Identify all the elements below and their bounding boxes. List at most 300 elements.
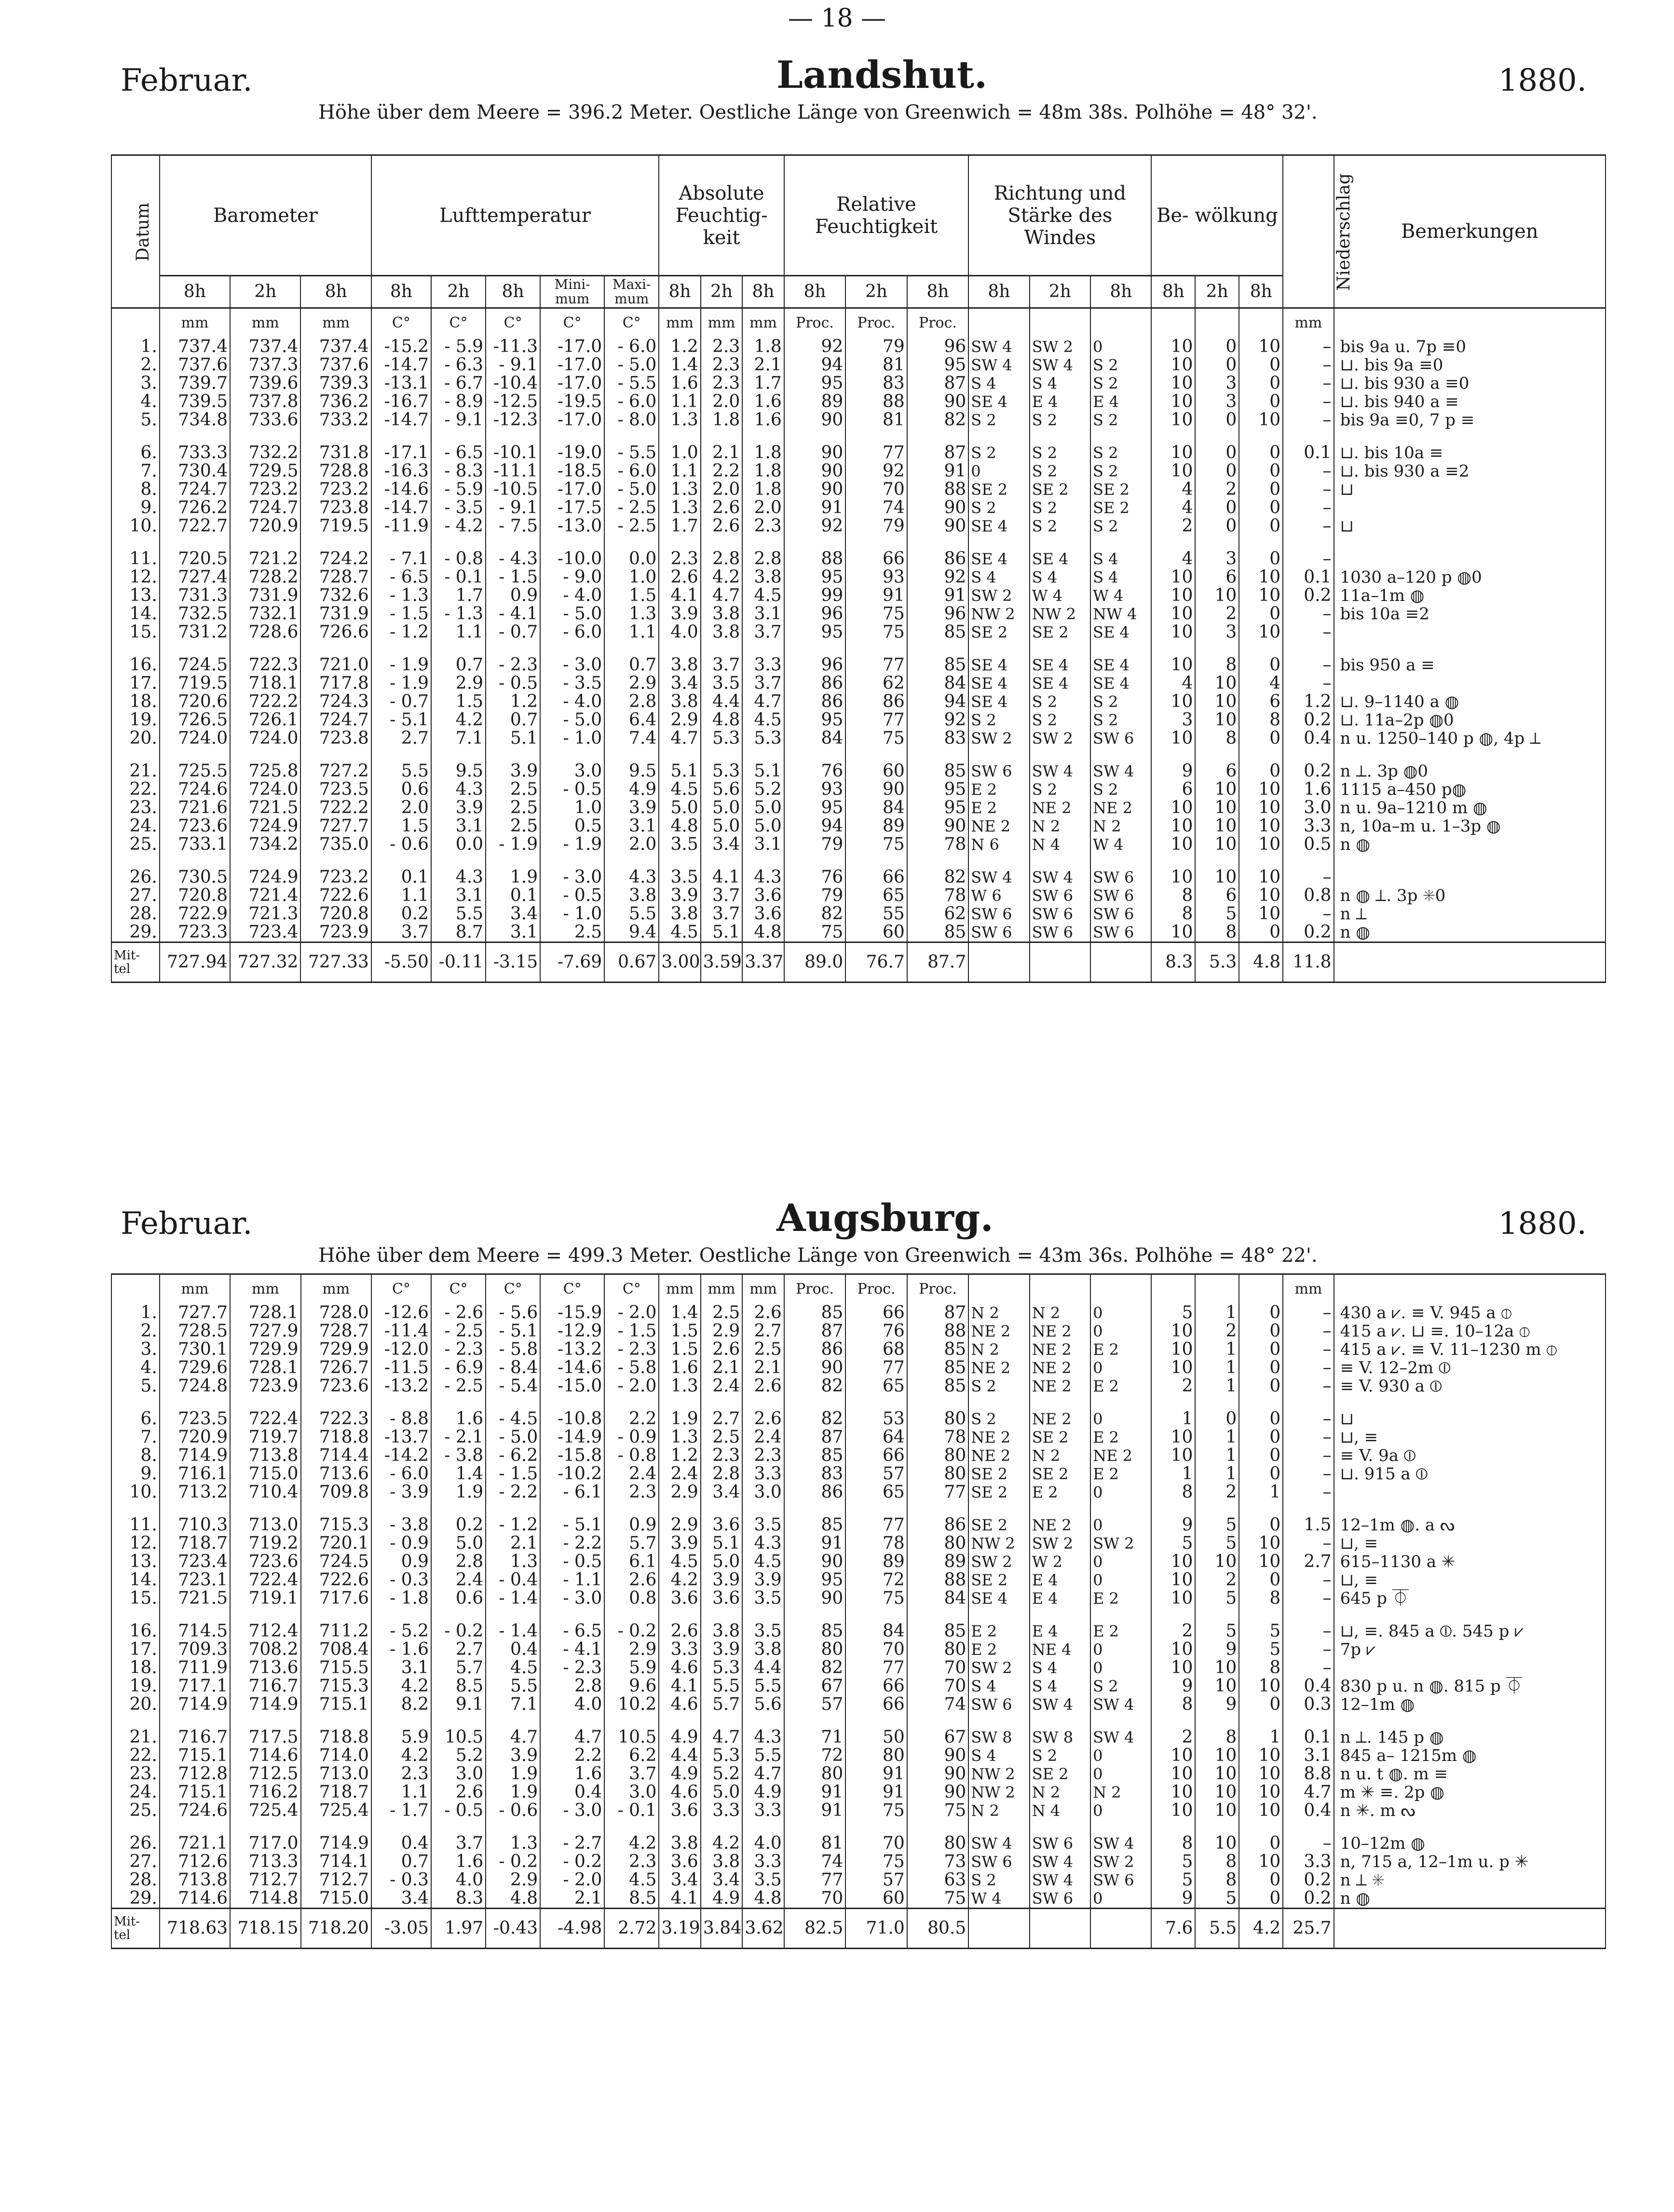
- data-cell: 3.1: [604, 817, 659, 835]
- data-cell: 0.9: [604, 1516, 659, 1534]
- gap-cell: [907, 1608, 969, 1622]
- table-row: [111, 799, 1606, 817]
- data-cell: 723.6: [230, 1553, 300, 1571]
- gap-cell: [1239, 642, 1283, 656]
- table-row: [111, 1765, 1606, 1783]
- gap-cell: [1239, 1502, 1283, 1516]
- data-cell: 2: [1151, 1377, 1195, 1395]
- data-cell: 0: [1239, 729, 1283, 748]
- unit-label: [1151, 308, 1195, 338]
- data-cell: 8.5: [604, 1889, 659, 1909]
- data-cell: –: [1283, 1340, 1334, 1359]
- data-cell: 2.6: [742, 1377, 784, 1395]
- data-cell: SW 6: [968, 1853, 1029, 1871]
- gap-cell: [1334, 1820, 1606, 1834]
- data-cell: - 0.5: [486, 674, 540, 693]
- data-cell: - 4.0: [540, 693, 604, 711]
- data-cell: - 0.5: [540, 887, 604, 905]
- data-cell: 1.8: [742, 480, 784, 499]
- data-cell: 95: [907, 356, 969, 374]
- data-cell: 721.6: [160, 799, 230, 817]
- data-cell: 715.0: [301, 1889, 371, 1909]
- data-cell: 19.: [111, 711, 160, 729]
- data-cell: 415 a ⩗. ⊔ ≡. 10–12a ⦶: [1334, 1322, 1606, 1340]
- unit-label: [1090, 308, 1151, 338]
- unit-label: C°: [604, 1274, 659, 1304]
- data-cell: 712.5: [230, 1765, 300, 1783]
- mittel-value: 4.2: [1239, 1909, 1283, 1949]
- gap-cell: [742, 1820, 784, 1834]
- data-cell: 5.1: [701, 923, 742, 942]
- data-cell: 85: [907, 656, 969, 674]
- data-cell: 85: [907, 1359, 969, 1377]
- gap-cell: [845, 642, 907, 656]
- data-cell: 2.3: [742, 1447, 784, 1465]
- data-cell: 724.9: [230, 868, 300, 887]
- data-cell: 5.7: [701, 1695, 742, 1714]
- data-cell: 91: [845, 587, 907, 605]
- landshut-year: 1880.: [1498, 63, 1587, 98]
- data-cell: -17.0: [540, 411, 604, 429]
- table-row: [111, 338, 1606, 356]
- data-cell: 0.2: [1283, 923, 1334, 942]
- data-cell: SW 4: [1030, 1695, 1090, 1714]
- data-cell: - 9.1: [431, 411, 486, 429]
- data-cell: n ◍: [1334, 1889, 1606, 1909]
- data-cell: - 3.8: [431, 1447, 486, 1465]
- data-cell: -14.2: [371, 1447, 431, 1465]
- data-cell: N 2: [1090, 1783, 1151, 1802]
- data-cell: 70: [845, 1834, 907, 1853]
- unit-label: [1151, 1274, 1195, 1304]
- data-cell: 14.: [111, 1571, 160, 1589]
- data-cell: 10: [1239, 868, 1283, 887]
- gap-cell: [230, 1502, 300, 1516]
- data-cell: E 4: [1030, 1589, 1090, 1608]
- data-cell: 2.9: [431, 674, 486, 693]
- gap-cell: [301, 1820, 371, 1834]
- data-cell: 5.5: [742, 1677, 784, 1695]
- gap-cell: [160, 1502, 230, 1516]
- data-cell: 80: [784, 1765, 846, 1783]
- data-cell: SE 2: [968, 1516, 1029, 1534]
- data-cell: 78: [907, 887, 969, 905]
- data-cell: 4.8: [742, 923, 784, 942]
- data-cell: - 5.6: [486, 1304, 540, 1322]
- data-cell: E 4: [1030, 393, 1090, 411]
- data-cell: 5: [1239, 1640, 1283, 1659]
- unit-label: C°: [431, 308, 486, 338]
- data-cell: 10.2: [604, 1695, 659, 1714]
- data-cell: 8: [1239, 1659, 1283, 1677]
- gap-cell: [1334, 535, 1606, 550]
- data-cell: NE 2: [968, 1322, 1029, 1340]
- gap-cell: [1239, 748, 1283, 762]
- data-cell: S 4: [968, 1677, 1029, 1695]
- data-cell: –: [1283, 605, 1334, 623]
- gap-cell: [968, 1714, 1029, 1728]
- data-cell: 2.0: [701, 480, 742, 499]
- data-cell: 10: [1239, 1802, 1283, 1820]
- data-cell: W 4: [1090, 587, 1151, 605]
- table-row: [111, 693, 1606, 711]
- data-cell: 79: [784, 835, 846, 854]
- data-cell: 10: [1239, 338, 1283, 356]
- data-cell: 67: [907, 1728, 969, 1747]
- data-cell: 4.3: [604, 868, 659, 887]
- data-cell: 91: [907, 462, 969, 480]
- data-cell: 732.5: [160, 605, 230, 623]
- data-cell: 8: [1195, 1871, 1239, 1889]
- data-cell: -17.0: [540, 356, 604, 374]
- data-cell: 5.3: [701, 1659, 742, 1677]
- mittel-value: [1334, 942, 1606, 983]
- data-cell: 84: [845, 1622, 907, 1640]
- data-cell: 714.0: [301, 1747, 371, 1765]
- data-cell: 1.5: [659, 1322, 700, 1340]
- data-cell: 10: [1195, 1659, 1239, 1677]
- gap-cell: [1239, 1395, 1283, 1410]
- data-cell: 0: [1239, 550, 1283, 568]
- data-cell: SW 2: [968, 1553, 1029, 1571]
- gap-cell: [1334, 1395, 1606, 1410]
- data-cell: NW 2: [968, 1534, 1029, 1553]
- data-cell: 2.1: [742, 1359, 784, 1377]
- gap-cell: [111, 748, 160, 762]
- data-cell: 717.6: [301, 1589, 371, 1608]
- gap-cell: [604, 1608, 659, 1622]
- data-cell: 0.6: [431, 1589, 486, 1608]
- data-cell: N 2: [968, 1802, 1029, 1820]
- data-cell: 26.: [111, 868, 160, 887]
- data-cell: 10: [1151, 623, 1195, 642]
- data-cell: 845 a– 1215m ◍: [1334, 1747, 1606, 1765]
- data-cell: 0: [968, 462, 1029, 480]
- data-cell: 90: [907, 517, 969, 535]
- data-cell: –: [1283, 905, 1334, 923]
- data-cell: 0.5: [1283, 835, 1334, 854]
- data-cell: 729.9: [301, 1340, 371, 1359]
- data-cell: 1.2: [486, 693, 540, 711]
- table-row: [111, 462, 1606, 480]
- data-cell: 63: [907, 1871, 969, 1889]
- gap-cell: [604, 642, 659, 656]
- data-cell: 3.6: [659, 1853, 700, 1871]
- data-cell: SW 4: [1090, 1834, 1151, 1853]
- gap-cell: [701, 1820, 742, 1834]
- data-cell: m ✳ ≡. 2p ◍: [1334, 1783, 1606, 1802]
- data-cell: -19.5: [540, 393, 604, 411]
- data-cell: 65: [845, 1377, 907, 1395]
- data-cell: - 8.4: [486, 1359, 540, 1377]
- augsburg-table: [111, 1273, 1606, 1949]
- data-cell: - 1.0: [540, 729, 604, 748]
- data-cell: -14.6: [371, 480, 431, 499]
- data-cell: 645 p ⏁: [1334, 1589, 1606, 1608]
- unit-label: Proc.: [907, 1274, 969, 1304]
- data-cell: SW 4: [968, 338, 1029, 356]
- data-cell: 2.0: [371, 799, 431, 817]
- data-cell: 734.8: [160, 411, 230, 429]
- data-cell: - 4.1: [486, 605, 540, 623]
- data-cell: NE 2: [968, 817, 1029, 835]
- data-cell: 1.0: [604, 568, 659, 587]
- data-cell: - 2.3: [431, 1340, 486, 1359]
- data-cell: 12.: [111, 568, 160, 587]
- data-cell: 718.7: [160, 1534, 230, 1553]
- mittel-value: -3.05: [371, 1909, 431, 1949]
- data-cell: 10: [1195, 799, 1239, 817]
- data-cell: - 7.5: [486, 517, 540, 535]
- data-cell: 1: [1195, 1359, 1239, 1377]
- gap-cell: [486, 429, 540, 444]
- data-cell: 722.6: [301, 1571, 371, 1589]
- data-cell: 0: [1090, 1304, 1151, 1322]
- data-cell: 90: [784, 462, 846, 480]
- data-cell: 80: [907, 1534, 969, 1553]
- data-cell: 721.3: [230, 905, 300, 923]
- data-cell: 2.2: [701, 462, 742, 480]
- data-cell: 739.7: [160, 374, 230, 393]
- data-cell: - 5.5: [604, 374, 659, 393]
- data-cell: - 5.0: [604, 480, 659, 499]
- gap-cell: [431, 1395, 486, 1410]
- data-cell: 719.1: [230, 1589, 300, 1608]
- data-cell: 4.5: [604, 1871, 659, 1889]
- gap-cell: [1090, 854, 1151, 868]
- gap-cell: [111, 535, 160, 550]
- gap-cell: [604, 429, 659, 444]
- data-cell: NE 4: [1030, 1640, 1090, 1659]
- data-cell: 724.0: [160, 729, 230, 748]
- data-cell: 8: [1151, 1483, 1195, 1502]
- data-cell: - 1.5: [486, 568, 540, 587]
- data-cell: -13.2: [540, 1340, 604, 1359]
- mittel-value: 3.37: [742, 942, 784, 983]
- data-cell: 23.: [111, 799, 160, 817]
- data-cell: 723.6: [160, 817, 230, 835]
- data-cell: 715.3: [301, 1677, 371, 1695]
- data-cell: 1.6: [742, 393, 784, 411]
- data-cell: 4.7: [1283, 1783, 1334, 1802]
- data-cell: 92: [907, 711, 969, 729]
- data-cell: –: [1283, 1304, 1334, 1322]
- data-cell: 714.8: [230, 1889, 300, 1909]
- data-cell: 718.8: [301, 1728, 371, 1747]
- gap-cell: [845, 1820, 907, 1834]
- data-cell: 3.6: [659, 1802, 700, 1820]
- data-cell: S 4: [968, 374, 1029, 393]
- data-cell: 1030 a–120 p ◍0: [1334, 568, 1606, 587]
- data-cell: 1.3: [659, 1377, 700, 1395]
- hour-header: 8h: [784, 276, 846, 308]
- augsburg-location-info: Höhe über dem Meere = 499.3 Meter. Oestliche Länge von Greenwich = 43m 36s. Polhöhe = 48° 22'.: [318, 1244, 1318, 1267]
- data-cell: SE 4: [968, 693, 1029, 711]
- data-cell: 5.0: [742, 799, 784, 817]
- data-cell: 0: [1239, 517, 1283, 535]
- data-cell: 3.1: [486, 923, 540, 942]
- data-cell: 68: [845, 1340, 907, 1359]
- data-cell: 0.8: [1283, 887, 1334, 905]
- data-cell: 84: [845, 799, 907, 817]
- data-cell: 10: [1195, 868, 1239, 887]
- data-cell: 713.8: [160, 1871, 230, 1889]
- data-cell: 82: [784, 1659, 846, 1677]
- gap-cell: [371, 1714, 431, 1728]
- data-cell: 3: [1195, 374, 1239, 393]
- data-cell: S 4: [968, 1747, 1029, 1765]
- gap-cell: [486, 854, 540, 868]
- table-row: [111, 1802, 1606, 1820]
- data-cell: SW 4: [1090, 762, 1151, 780]
- data-cell: 1.6: [540, 1765, 604, 1783]
- data-cell: 2.6: [659, 1622, 700, 1640]
- data-cell: 0: [1239, 1516, 1283, 1534]
- data-cell: -17.5: [540, 499, 604, 517]
- data-cell: 4.3: [742, 1534, 784, 1553]
- data-cell: 712.7: [230, 1871, 300, 1889]
- data-cell: S 4: [1090, 550, 1151, 568]
- data-cell: –: [1283, 1534, 1334, 1553]
- gap-cell: [659, 1608, 700, 1622]
- data-cell: –: [1283, 868, 1334, 887]
- data-cell: 16.: [111, 656, 160, 674]
- table-row: [111, 374, 1606, 393]
- data-cell: 3.1: [431, 817, 486, 835]
- gap-cell: [1195, 535, 1239, 550]
- data-cell: 80: [907, 1640, 969, 1659]
- data-cell: 6.1: [604, 1553, 659, 1571]
- data-cell: 3.5: [659, 868, 700, 887]
- gap-cell: [968, 429, 1029, 444]
- row-gap: [111, 1820, 1606, 1834]
- data-cell: 5.1: [659, 762, 700, 780]
- gap-cell: [968, 1820, 1029, 1834]
- data-cell: SW 6: [1030, 923, 1090, 942]
- data-cell: 725.5: [160, 762, 230, 780]
- data-cell: 0.1: [1283, 568, 1334, 587]
- data-cell: SW 4: [968, 868, 1029, 887]
- table-row: [111, 1677, 1606, 1695]
- data-cell: 730.1: [160, 1340, 230, 1359]
- data-cell: 90: [845, 780, 907, 799]
- gap-cell: [968, 1502, 1029, 1516]
- data-cell: 715.1: [160, 1783, 230, 1802]
- mittel-value: -7.69: [540, 942, 604, 983]
- data-cell: - 0.7: [371, 693, 431, 711]
- data-cell: 710.3: [160, 1516, 230, 1534]
- gap-cell: [742, 854, 784, 868]
- data-cell: 72: [845, 1571, 907, 1589]
- gap-cell: [1090, 1395, 1151, 1410]
- data-cell: 723.3: [160, 923, 230, 942]
- data-cell: 727.4: [160, 568, 230, 587]
- gap-cell: [1151, 1502, 1195, 1516]
- gap-cell: [486, 642, 540, 656]
- mittel-value: 5.5: [1195, 1909, 1239, 1949]
- gap-cell: [431, 854, 486, 868]
- data-cell: 727.7: [300, 817, 371, 835]
- data-cell: 3.7: [701, 905, 742, 923]
- data-cell: 3.8: [701, 1622, 742, 1640]
- data-cell: 91: [784, 1534, 846, 1553]
- data-cell: 10: [1195, 1765, 1239, 1783]
- data-cell: [1334, 1483, 1606, 1502]
- gap-cell: [431, 535, 486, 550]
- data-cell: 82: [784, 1377, 846, 1395]
- data-cell: –: [1283, 1834, 1334, 1853]
- data-cell: 93: [784, 780, 846, 799]
- data-cell: 720.5: [160, 550, 230, 568]
- data-cell: 720.8: [300, 905, 371, 923]
- data-cell: ⊔. 11a–2p ◍0: [1334, 711, 1606, 729]
- gap-cell: [1195, 748, 1239, 762]
- data-cell: 720.6: [160, 693, 230, 711]
- data-cell: 3.4: [486, 905, 540, 923]
- data-cell: - 8.8: [371, 1410, 431, 1428]
- data-cell: 8.5: [431, 1677, 486, 1695]
- data-cell: S 2: [1030, 693, 1090, 711]
- data-cell: - 4.2: [431, 517, 486, 535]
- data-cell: 90: [907, 393, 969, 411]
- data-cell: 720.1: [301, 1534, 371, 1553]
- data-cell: 94: [907, 693, 969, 711]
- data-cell: N 2: [1030, 1783, 1090, 1802]
- data-cell: 10: [1151, 1783, 1195, 1802]
- gap-cell: [540, 1608, 604, 1622]
- gap-cell: [845, 854, 907, 868]
- data-cell: 86: [845, 693, 907, 711]
- table-row: [111, 605, 1606, 623]
- data-cell: 77: [907, 1483, 969, 1502]
- data-cell: ⊔. 915 a ⦶: [1334, 1465, 1606, 1483]
- data-cell: 731.9: [300, 605, 371, 623]
- data-cell: 1: [1195, 1304, 1239, 1322]
- data-cell: - 0.9: [371, 1534, 431, 1553]
- data-cell: 53: [845, 1410, 907, 1428]
- data-cell: 28.: [111, 905, 160, 923]
- table-row: [111, 1304, 1606, 1322]
- gap-cell: [1090, 1820, 1151, 1834]
- data-cell: 66: [845, 1695, 907, 1714]
- data-cell: 12–1m ◍. a ᔓ: [1334, 1516, 1606, 1534]
- data-cell: 66: [845, 1447, 907, 1465]
- data-cell: S 2: [1090, 780, 1151, 799]
- data-cell: - 6.0: [371, 1465, 431, 1483]
- data-cell: n ✳. m ᔓ: [1334, 1802, 1606, 1820]
- data-cell: SW 4: [1030, 762, 1090, 780]
- data-cell: 739.3: [300, 374, 371, 393]
- data-cell: 28.: [111, 1871, 160, 1889]
- data-cell: 0: [1239, 1428, 1283, 1447]
- gap-cell: [604, 535, 659, 550]
- unit-label: mm: [1283, 1274, 1334, 1304]
- data-cell: 712.6: [160, 1853, 230, 1871]
- unit-label: [1239, 308, 1283, 338]
- data-cell: 4.0: [659, 623, 700, 642]
- data-cell: NE 2: [1090, 799, 1151, 817]
- data-cell: 62: [845, 674, 907, 693]
- data-cell: SE 4: [968, 656, 1029, 674]
- data-cell: - 2.5: [604, 499, 659, 517]
- data-cell: 2.5: [742, 1340, 784, 1359]
- data-cell: 7.4: [604, 729, 659, 748]
- gap-cell: [160, 429, 230, 444]
- data-cell: 87: [784, 1428, 846, 1447]
- gap-cell: [300, 642, 371, 656]
- data-cell: SW 4: [1030, 868, 1090, 887]
- gap-cell: [1239, 535, 1283, 550]
